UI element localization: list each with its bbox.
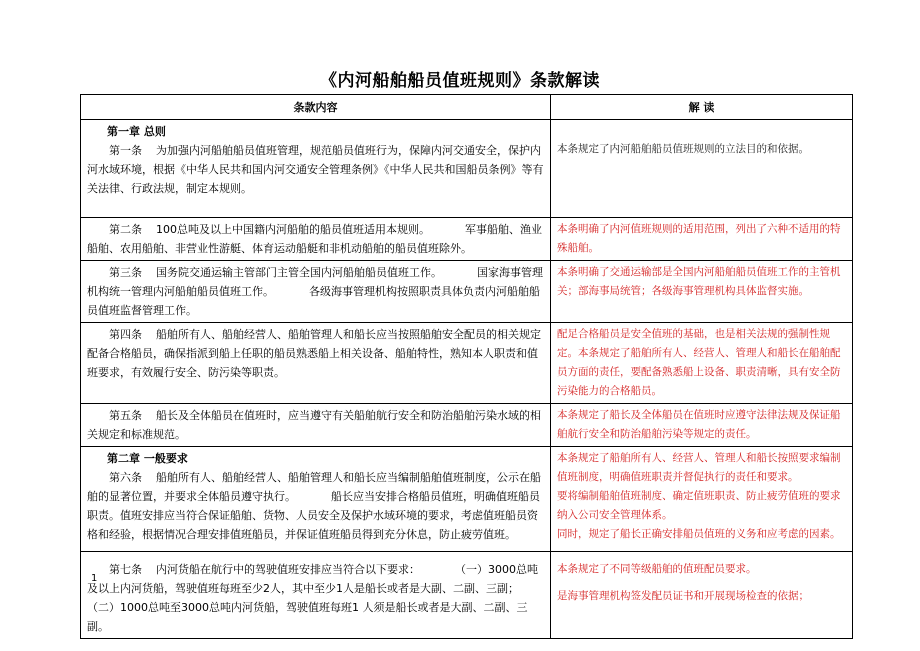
header-interpretation: 解 读: [551, 95, 853, 120]
table-row: [81, 120, 853, 218]
interpretation-text: 本条明确了内河值班规则的适用范围，列出了六种不适用的特殊船舶。: [557, 223, 841, 254]
table-row: [81, 404, 853, 447]
table-row: [81, 552, 853, 639]
interpretation-text: 本条规定了船舶所有人、经营人、管理人和船长按照要求编制值班制度，明确值班职责并督促执行的责任和要求。: [557, 452, 841, 483]
table-header: [81, 95, 853, 120]
interpretation-text: 要将编制船舶值班制度、确定值班职责、防止疲劳值班的要求纳入公司安全管理体系。: [557, 490, 841, 521]
clause-text: 第二条 100总吨及以上中国籍内河船舶的船员值班适用本规则。 军事船舶、渔业船舶、农用船舶、非营业性游艇、体育运动船艇和非机动船舶的船员值班除外。: [87, 223, 542, 255]
interpretation-text: 本条规定了船长及全体船员在值班时应遵守法律法规及保证船舶航行安全和防治船舶污染等规定的责任。: [557, 409, 841, 440]
chapter-heading: 第一章 总则: [107, 125, 166, 138]
interpretation-text: 同时，规定了船长正确安排船员值班的义务和应考虑的因素。: [557, 528, 841, 540]
clause-table: [80, 94, 853, 639]
chapter-heading: 第二章 一般要求: [107, 452, 188, 465]
interpretation-text: 本条明确了交通运输部是全国内河船舶船员值班工作的主管机关；部海事局统管；各级海事管理机构具体监督实施。: [557, 266, 841, 297]
table-row: [81, 447, 853, 552]
interpretation-text: 是海事管理机构签发配员证书和开展现场检查的依据；: [557, 590, 809, 602]
header-content: 条款内容: [81, 95, 551, 120]
clause-text: 第七条 内河货船在航行中的驾驶值班安排应当符合以下要求： （一）3000总吨及以上内河货船，驾驶值班每班至少2人，其中至少1人是船长或者是大副、二副、三副； （二）1000总吨至3000总吨内河货船，驾驶值班每班1 人须是船长或者是大副、二副、三副。: [87, 563, 538, 633]
page-number: 1: [91, 573, 98, 584]
table-row: [81, 261, 853, 323]
table-row: [81, 323, 853, 404]
interpretation-text: 配足合格船员是安全值班的基础，也是相关法规的强制性规定。本条规定了船舶所有人、经营人、管理人和船长在船舶配员方面的责任，要配备熟悉船上设备、职责清晰，具有安全防污染能力的合格船员。: [557, 328, 841, 397]
interpretation-text: 本条规定了不同等级船舶的值班配员要求。: [557, 563, 757, 575]
interpretation-text: 本条规定了内河船舶船员值班规则的立法目的和依据。: [557, 143, 809, 155]
clause-text: 第四条 船舶所有人、船舶经营人、船舶管理人和船长应当按照船舶安全配员的相关规定配备合格船员，确保指派到船上任职的船员熟悉船上相关设备、船舶特性，熟知本人职责和值班要求，有效履行安全、防污染等职责。: [87, 328, 541, 379]
document-title: 《内河船舶船员值班规则》条款解读: [320, 71, 600, 91]
table-row: [81, 218, 853, 261]
clause-text: 第一条 为加强内河船舶船员值班管理，规范船员值班行为，保障内河交通安全，保护内河水域环境，根据《中华人民共和国内河交通安全管理条例》《中华人民共和国船员条例》等有关法律、行政法规，制定本规则。: [87, 144, 544, 195]
clause-text: 第五条 船长及全体船员在值班时，应当遵守有关船舶航行安全和防治船舶污染水域的相关规定和标准规范。: [87, 409, 541, 441]
clause-text: 第六条 船舶所有人、船舶经营人、船舶管理人和船长应当编制船舶值班制度，公示在船舶的显著位置，并要求全体船员遵守执行。 船长应当安排合格船员值班，明确值班船员职责。值班安排应当符合保证船舶、货物、人员安全及保护水域环境的要求，考虑值班船员资格和经验，根据情况合理安排值班船员，并保证值班船员得到充分休息，防止疲劳值班。: [87, 471, 541, 541]
clause-text: 第三条 国务院交通运输主管部门主管全国内河船舶船员值班工作。 国家海事管理机构统一管理内河船舶船员值班工作。 各级海事管理机构按照职责具体负责内河船舶船员值班监督管理工作。: [87, 266, 543, 317]
